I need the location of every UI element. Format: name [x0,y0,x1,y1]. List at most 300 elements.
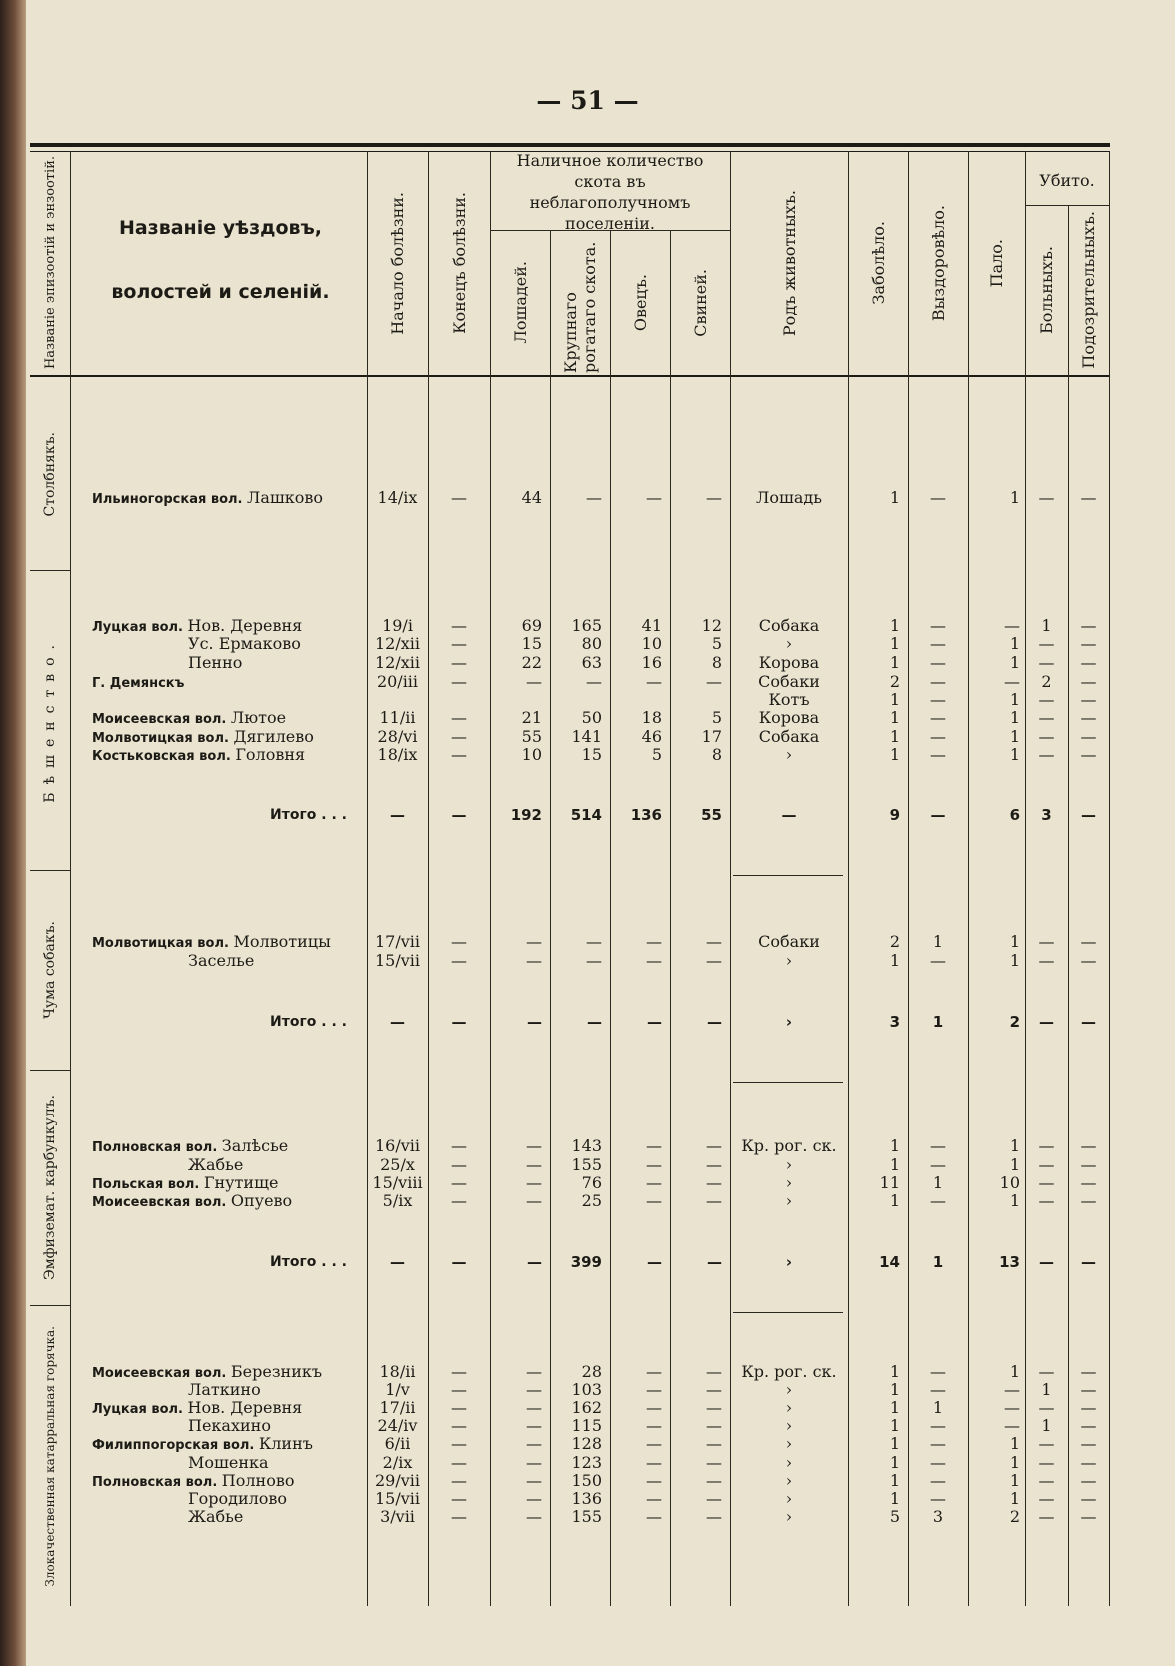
cell-sheep: — [646,1489,662,1508]
village-name: Пекахино [188,1416,271,1435]
cell-died: 2 [1009,1507,1020,1526]
header-recovered [908,152,968,374]
header-died-text: Пало. [987,238,1006,288]
header-suspect [1068,206,1109,374]
cell-end: — [451,1380,467,1399]
cell-sheep: — [646,672,662,691]
header-cattle-text: Крупнаго рогатаго скота. [561,241,599,373]
section-divider [30,870,70,871]
header-sheep-text: Овецъ. [630,273,650,332]
cell-ill: 1 [889,745,900,764]
village-name: Березникъ [230,1362,323,1381]
cell-sheep: — [646,1155,662,1174]
cell-horses: — [526,932,542,951]
cell-horses: 15 [521,634,542,653]
cell-pigs: — [706,1362,722,1381]
cell-sheep: 10 [641,634,662,653]
table-row [70,1416,1110,1435]
cell-pigs: 5 [711,634,722,653]
total-row [70,806,1110,825]
row-name: Итого . . . [270,807,347,823]
table-row [70,1398,1110,1417]
cell-horses: — [526,1489,542,1508]
cell-pigs: — [706,1416,722,1435]
cell-sheep: — [646,932,662,951]
row-name [92,1380,382,1399]
cell-rec: — [930,1380,946,1399]
section-divider [30,1070,70,1071]
header-pigs-text: Свиней. [690,268,710,337]
cell-ill: 1 [889,708,900,727]
header-name [78,200,363,320]
cell-kind: Корова [758,708,820,727]
cell-end: — [451,951,467,970]
cell-pigs: — [706,951,722,970]
total-row [70,1013,1110,1032]
cell-horses: — [526,1471,542,1490]
cell-susp: — [1080,488,1097,507]
cell-start: 12/xii [374,634,420,653]
cell-horses: — [527,1013,542,1031]
cell-end: — [451,634,467,653]
cell-kind: › [785,1416,793,1435]
cell-sick: — [1038,690,1055,709]
cell-cattle: 143 [571,1136,602,1155]
cell-kind: Кр. рог. ск. [741,1362,837,1381]
cell-kind: › [785,1380,793,1399]
cell-sheep: — [646,1136,662,1155]
cell-susp: — [1080,951,1097,970]
cell-pigs: — [706,932,722,951]
cell-end: — [451,1253,467,1271]
cell-cattle: 50 [581,708,602,727]
cell-ill: 1 [889,1380,900,1399]
cell-ill: 1 [889,727,900,746]
cell-cattle: 123 [571,1453,602,1472]
cell-sick: — [1039,1253,1054,1271]
row-name [92,932,382,953]
cell-pigs: — [706,1434,722,1453]
cell-died: 1 [1009,1155,1020,1174]
cell-start: — [390,1013,405,1031]
cell-kind: › [785,1471,793,1490]
cell-died: 1 [1009,1434,1020,1453]
cell-start: 20/iii [376,672,419,691]
cell-sick: — [1038,1453,1055,1472]
cell-kind: Котъ [768,690,810,709]
cell-sheep: — [646,1507,662,1526]
cell-rec: 1 [932,1173,944,1192]
header-kind [730,152,848,374]
cell-sheep: — [646,1453,662,1472]
cell-kind: › [785,745,793,764]
header-horses [490,231,550,374]
cell-rec: — [930,672,946,691]
cell-cattle: — [587,1013,602,1031]
cell-sheep: — [646,1362,662,1381]
cell-end: — [451,488,467,507]
district-name: Филиппогорская вол. [92,1438,259,1453]
district-name: Луцкая вол. [92,620,188,635]
cell-start: 15/vii [374,951,421,970]
cell-horses: 69 [521,616,542,635]
cell-sheep: — [646,1191,662,1210]
cell-end: — [451,1173,467,1192]
cell-died: 1 [1009,727,1020,746]
cell-rec: — [930,951,946,970]
cell-sheep: 46 [641,727,662,746]
cell-pigs: 5 [711,708,722,727]
cell-died: — [1004,616,1020,635]
cell-ill: 3 [889,1013,900,1031]
cell-rec: — [930,1136,946,1155]
cell-ill: 2 [889,672,900,691]
cell-sheep: — [646,1173,662,1192]
village-name: Нов. Деревня [187,1398,303,1417]
section-divider [30,570,70,571]
cell-pigs: — [706,488,722,507]
cell-horses: — [526,1398,542,1417]
table-row [70,1155,1110,1174]
row-name [92,634,382,653]
cell-ill: 1 [889,1155,900,1174]
cell-sick: — [1038,951,1055,970]
cell-cattle: — [586,951,602,970]
cell-start: 25/x [380,1155,415,1174]
cell-sick: — [1038,1434,1055,1453]
cell-sick: — [1038,745,1055,764]
row-name [92,745,382,766]
village-name: Головня [235,745,306,764]
cell-pigs: — [707,1013,722,1031]
header-herd-text: Наличное количество скота въ неблагополучномъ поселеніи. [516,151,704,233]
table-row [70,1362,1110,1381]
cell-start: 12/xii [374,653,420,672]
cell-rec: 3 [932,1507,944,1526]
cell-died: 1 [1009,1453,1020,1472]
cell-horses: 10 [521,745,542,764]
cell-sheep: 18 [641,708,662,727]
section-label-text: Чума собакъ. [42,921,58,1019]
cell-pigs: — [706,1471,722,1490]
cell-kind: › [785,1398,793,1417]
cell-horses: — [526,672,542,691]
cell-died: 1 [1009,488,1020,507]
cell-died: 1 [1009,1471,1020,1490]
cell-died: 1 [1009,634,1020,653]
cell-sheep: — [646,1416,662,1435]
cell-susp: — [1081,1013,1096,1031]
cell-pigs: — [706,1155,722,1174]
cell-ill: 1 [889,1489,900,1508]
cell-died: 10 [999,1173,1020,1192]
cell-ill: 14 [879,1253,900,1271]
cell-sick: 1 [1041,616,1052,635]
cell-sick: 3 [1041,806,1052,824]
cell-sick: — [1038,1191,1055,1210]
cell-rec: — [930,1453,946,1472]
cell-died: 1 [1009,690,1020,709]
cell-cattle: 136 [571,1489,602,1508]
total-row [70,1253,1110,1272]
cell-sheep: — [646,488,662,507]
cell-pigs: — [706,672,722,691]
cell-kind: Собаки [758,672,820,691]
cell-end: — [451,1416,467,1435]
cell-sick: 1 [1041,1380,1052,1399]
cell-sick: — [1039,1013,1054,1031]
cell-pigs: — [707,1253,722,1271]
cell-susp: — [1080,1416,1097,1435]
district-name: Моисеевская вол. [92,1366,231,1381]
section-label [30,380,70,568]
cell-sick: — [1038,1471,1055,1490]
cell-ill: 2 [889,932,900,951]
cell-susp: — [1080,932,1097,951]
district-name: Луцкая вол. [92,1402,188,1417]
cell-rec: — [930,1191,946,1210]
cell-sheep: — [647,1253,662,1271]
cell-sick: — [1038,1489,1055,1508]
cell-rec: 1 [932,932,944,951]
cell-susp: — [1080,690,1097,709]
header-end-text: Конецъ болѣзни. [449,192,469,334]
cell-end: — [451,616,467,635]
cell-kind: › [785,1253,793,1271]
cell-ill: 1 [889,1136,900,1155]
cell-pigs: 8 [711,745,722,764]
row-name [92,1507,382,1526]
cell-horses: — [526,1173,542,1192]
cell-susp: — [1081,806,1096,824]
cell-kind: › [785,1155,793,1174]
subtotal-separator [733,875,843,876]
cell-died: 1 [1009,1136,1020,1155]
cell-susp: — [1080,1191,1097,1210]
cell-sick: — [1038,1362,1055,1381]
cell-rec: — [930,616,946,635]
cell-horses: 21 [521,708,542,727]
cell-kind: Корова [758,653,820,672]
cell-sick: — [1038,1155,1055,1174]
section-label-text: Злокачественная катарральная горячка. [43,1325,57,1587]
cell-horses: 22 [521,653,542,672]
table-row [70,1136,1110,1155]
row-name: Итого . . . [270,1254,347,1270]
cell-died: 1 [1009,745,1020,764]
row-name [92,951,382,970]
cell-end: — [451,745,467,764]
cell-pigs: 17 [701,727,722,746]
cell-kind: › [785,951,793,970]
cell-rec: — [930,488,946,507]
row-name [92,1453,382,1472]
district-name: Молвотицкая вол. [92,936,234,951]
cell-susp: — [1080,1434,1097,1453]
table-row [70,745,1110,764]
cell-kind: Собака [758,727,820,746]
village-name: Жабье [188,1507,244,1526]
cell-end: — [451,727,467,746]
cell-sick: — [1038,1136,1055,1155]
row-name [92,1155,382,1174]
page-number: — 51 — [536,86,639,115]
cell-kind: Кр. рог. ск. [741,1136,837,1155]
cell-sheep: — [646,1398,662,1417]
cell-start: 17/ii [379,1398,416,1417]
header-horses-text: Лошадей. [510,261,530,344]
cell-susp: — [1080,1507,1097,1526]
cell-rec: — [930,653,946,672]
cell-cattle: 80 [581,634,602,653]
cell-pigs: — [706,1173,722,1192]
subtotal-separator [733,1312,843,1313]
cell-end: — [451,1398,467,1417]
village-name: Залѣсье [221,1136,289,1155]
cell-rec: 1 [932,1398,944,1417]
header-episootic-text: Названіе эпизоотій и энзоотій. [42,156,58,370]
table-row [70,708,1110,727]
cell-start: 11/ii [379,708,416,727]
cell-kind: Собаки [758,932,820,951]
cell-sick: — [1038,653,1055,672]
cell-kind: › [785,634,793,653]
cell-sick: 1 [1041,1416,1052,1435]
village-name: Латкино [188,1380,261,1399]
cell-cattle: 514 [570,806,602,824]
cell-died: — [1004,672,1020,691]
cell-cattle: 165 [571,616,602,635]
table-row [70,690,1110,709]
cell-sheep: — [646,951,662,970]
cell-start: — [390,1253,405,1271]
cell-kind: › [785,1453,793,1472]
cell-pigs: 12 [701,616,722,635]
cell-end: — [451,1453,467,1472]
cell-sheep: — [646,1380,662,1399]
cell-start: 1/v [385,1380,410,1399]
cell-end: — [451,1191,467,1210]
header-sheep [610,231,670,374]
cell-horses: — [527,1253,542,1271]
cell-end: — [451,1362,467,1381]
table-row [70,616,1110,635]
cell-cattle: 103 [571,1380,602,1399]
district-name: Польская вол. [92,1177,204,1192]
district-name: Моисеевская вол. [92,1195,231,1210]
village-name: Гнутище [203,1173,279,1192]
cell-rec: 1 [932,1013,944,1031]
row-name [92,1416,382,1435]
cell-susp: — [1080,1489,1097,1508]
cell-died: — [1004,1398,1020,1417]
cell-cattle: 28 [581,1362,602,1381]
row-name [92,653,382,672]
cell-kind: › [785,1434,793,1453]
cell-start: 6/ii [384,1434,411,1453]
row-name [92,708,382,729]
cell-start: 29/vii [374,1471,421,1490]
section-label [30,1072,70,1303]
cell-ill: 1 [889,951,900,970]
cell-susp: — [1080,1471,1097,1490]
cell-died: 1 [1009,653,1020,672]
cell-cattle: 155 [571,1507,602,1526]
cell-ill: 1 [889,1434,900,1453]
cell-sheep: 5 [651,745,662,764]
table-row [70,634,1110,653]
table-row [70,1191,1110,1210]
cell-end: — [451,672,467,691]
cell-rec: — [930,806,946,824]
cell-died: 1 [1009,951,1020,970]
village-name: Лютое [230,708,287,727]
cell-cattle: 155 [571,1155,602,1174]
table-row [70,1507,1110,1526]
cell-cattle: 25 [581,1191,602,1210]
cell-susp: — [1081,1253,1096,1271]
cell-ill: 1 [889,1191,900,1210]
table-row [70,488,1110,507]
cell-start: 3/vii [380,1507,415,1526]
cell-rec: — [930,727,946,746]
cell-susp: — [1080,616,1097,635]
cell-susp: — [1080,672,1097,691]
village-name: Мошенка [188,1453,269,1472]
cell-susp: — [1080,1398,1097,1417]
cell-rec: — [930,708,946,727]
cell-horses: — [526,1453,542,1472]
cell-ill: 11 [879,1173,900,1192]
village-name: Молвотицы [233,932,331,951]
cell-ill: 1 [889,488,900,507]
cell-rec: — [930,1434,946,1453]
cell-kind: — [781,806,797,824]
header-start [367,152,428,374]
section-label [30,1307,70,1605]
header-ill-text: Заболѣло. [868,221,888,305]
cell-died: 1 [1009,708,1020,727]
cell-end: — [451,653,467,672]
cell-end: — [451,1507,467,1526]
cell-rec: — [930,690,946,709]
cell-start: 2/ix [382,1453,413,1472]
cell-start: 18/ix [377,745,418,764]
cell-end: — [451,708,467,727]
cell-ill: 1 [889,634,900,653]
cell-sick: 2 [1041,672,1052,691]
cell-kind: › [785,1013,793,1031]
cell-pigs: — [706,1489,722,1508]
header-suspect-text: Подозрительныхъ. [1079,211,1098,369]
district-name: Ильиногорская вол. [92,492,247,507]
cell-died: 2 [1009,1013,1020,1031]
cell-pigs: — [706,1507,722,1526]
header-recovered-text: Выздоровѣло. [928,204,948,322]
cell-horses: — [526,1136,542,1155]
cell-horses: — [526,951,542,970]
cell-sick: — [1038,727,1055,746]
cell-ill: 1 [889,690,900,709]
cell-start: 15/vii [374,1489,421,1508]
cell-susp: — [1080,1136,1097,1155]
village-name: Нов. Деревня [187,616,303,635]
cell-sick: — [1038,708,1055,727]
section-label [30,572,70,868]
header-kind-text: Родъ животныхъ. [779,189,799,337]
cell-died: 13 [999,1253,1020,1271]
cell-horses: — [526,1416,542,1435]
